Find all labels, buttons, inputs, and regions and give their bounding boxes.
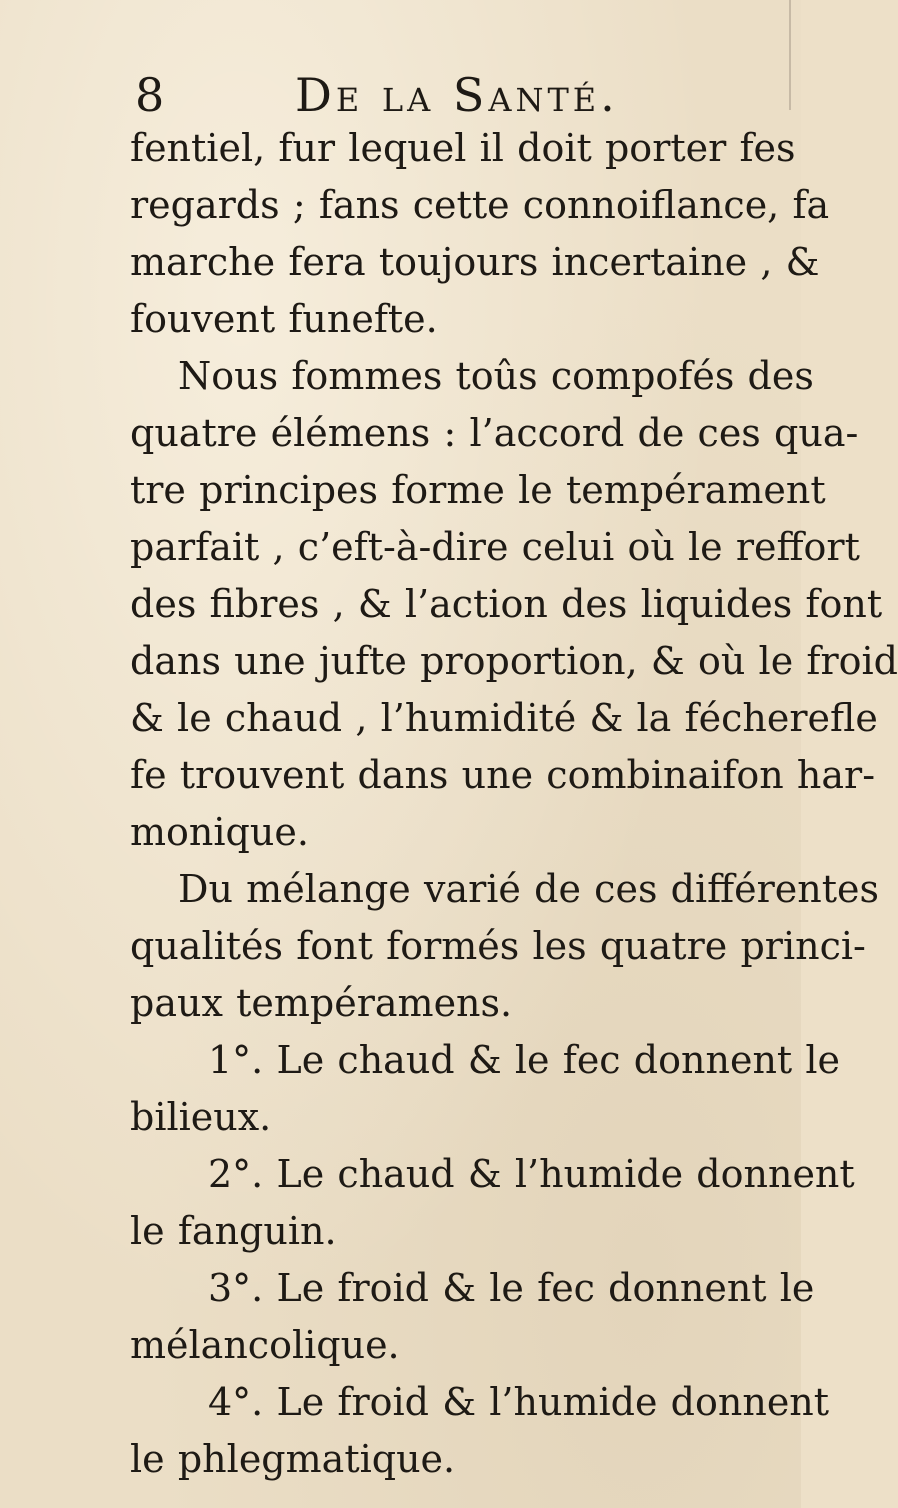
paragraph-start-line: Du mélange varié de ces différentes	[178, 867, 880, 911]
paragraph-start-line: Nous fommes toûs compofés des	[178, 354, 814, 398]
text-line: quatre élémens : l’accord de ces qua-	[130, 411, 859, 455]
text-line: marche fera toujours incertaine , &	[130, 240, 820, 284]
numbered-item-line: 3°. Le froid & le fec donnent le	[208, 1266, 815, 1310]
text-line: qualités font formés les quatre princi-	[130, 924, 866, 968]
text-line: mélancolique.	[130, 1323, 400, 1367]
text-line: tre principes forme le tempérament	[130, 468, 826, 512]
text-line: le fanguin.	[130, 1209, 337, 1253]
text-line: paux tempéramens.	[130, 981, 513, 1025]
numbered-item-line: 4°. Le froid & l’humide donnent	[208, 1380, 830, 1424]
text-line: fouvent funefte.	[130, 297, 438, 341]
text-line: regards ; fans cette connoiflance, fa	[130, 183, 830, 227]
text-line: fe trouvent dans une combinaifon har-	[130, 753, 876, 797]
text-line: monique.	[130, 810, 309, 854]
page-edge-shadow	[789, 0, 791, 110]
text-line: parfait , c’eft-à-dire celui où le reffort	[130, 525, 860, 569]
body-text	[130, 120, 898, 1488]
text-line: des fibres , & l’action des liquides font	[130, 582, 883, 626]
numbered-item-line: 1°. Le chaud & le fec donnent le	[208, 1038, 841, 1082]
numbered-item-line: 2°. Le chaud & l’humide donnent	[208, 1152, 855, 1196]
running-title: De la Santé.	[295, 68, 619, 122]
text-line: le phlegmatique.	[130, 1437, 456, 1481]
page-header	[130, 68, 690, 122]
page-number: 8	[135, 68, 165, 122]
text-line: fentiel, fur lequel il doit porter fes	[130, 126, 796, 170]
text-line: dans une jufte proportion, & où le froid	[130, 639, 898, 683]
text-line: & le chaud , l’humidité & la fécherefle	[130, 696, 878, 740]
text-line: bilieux.	[130, 1095, 272, 1139]
